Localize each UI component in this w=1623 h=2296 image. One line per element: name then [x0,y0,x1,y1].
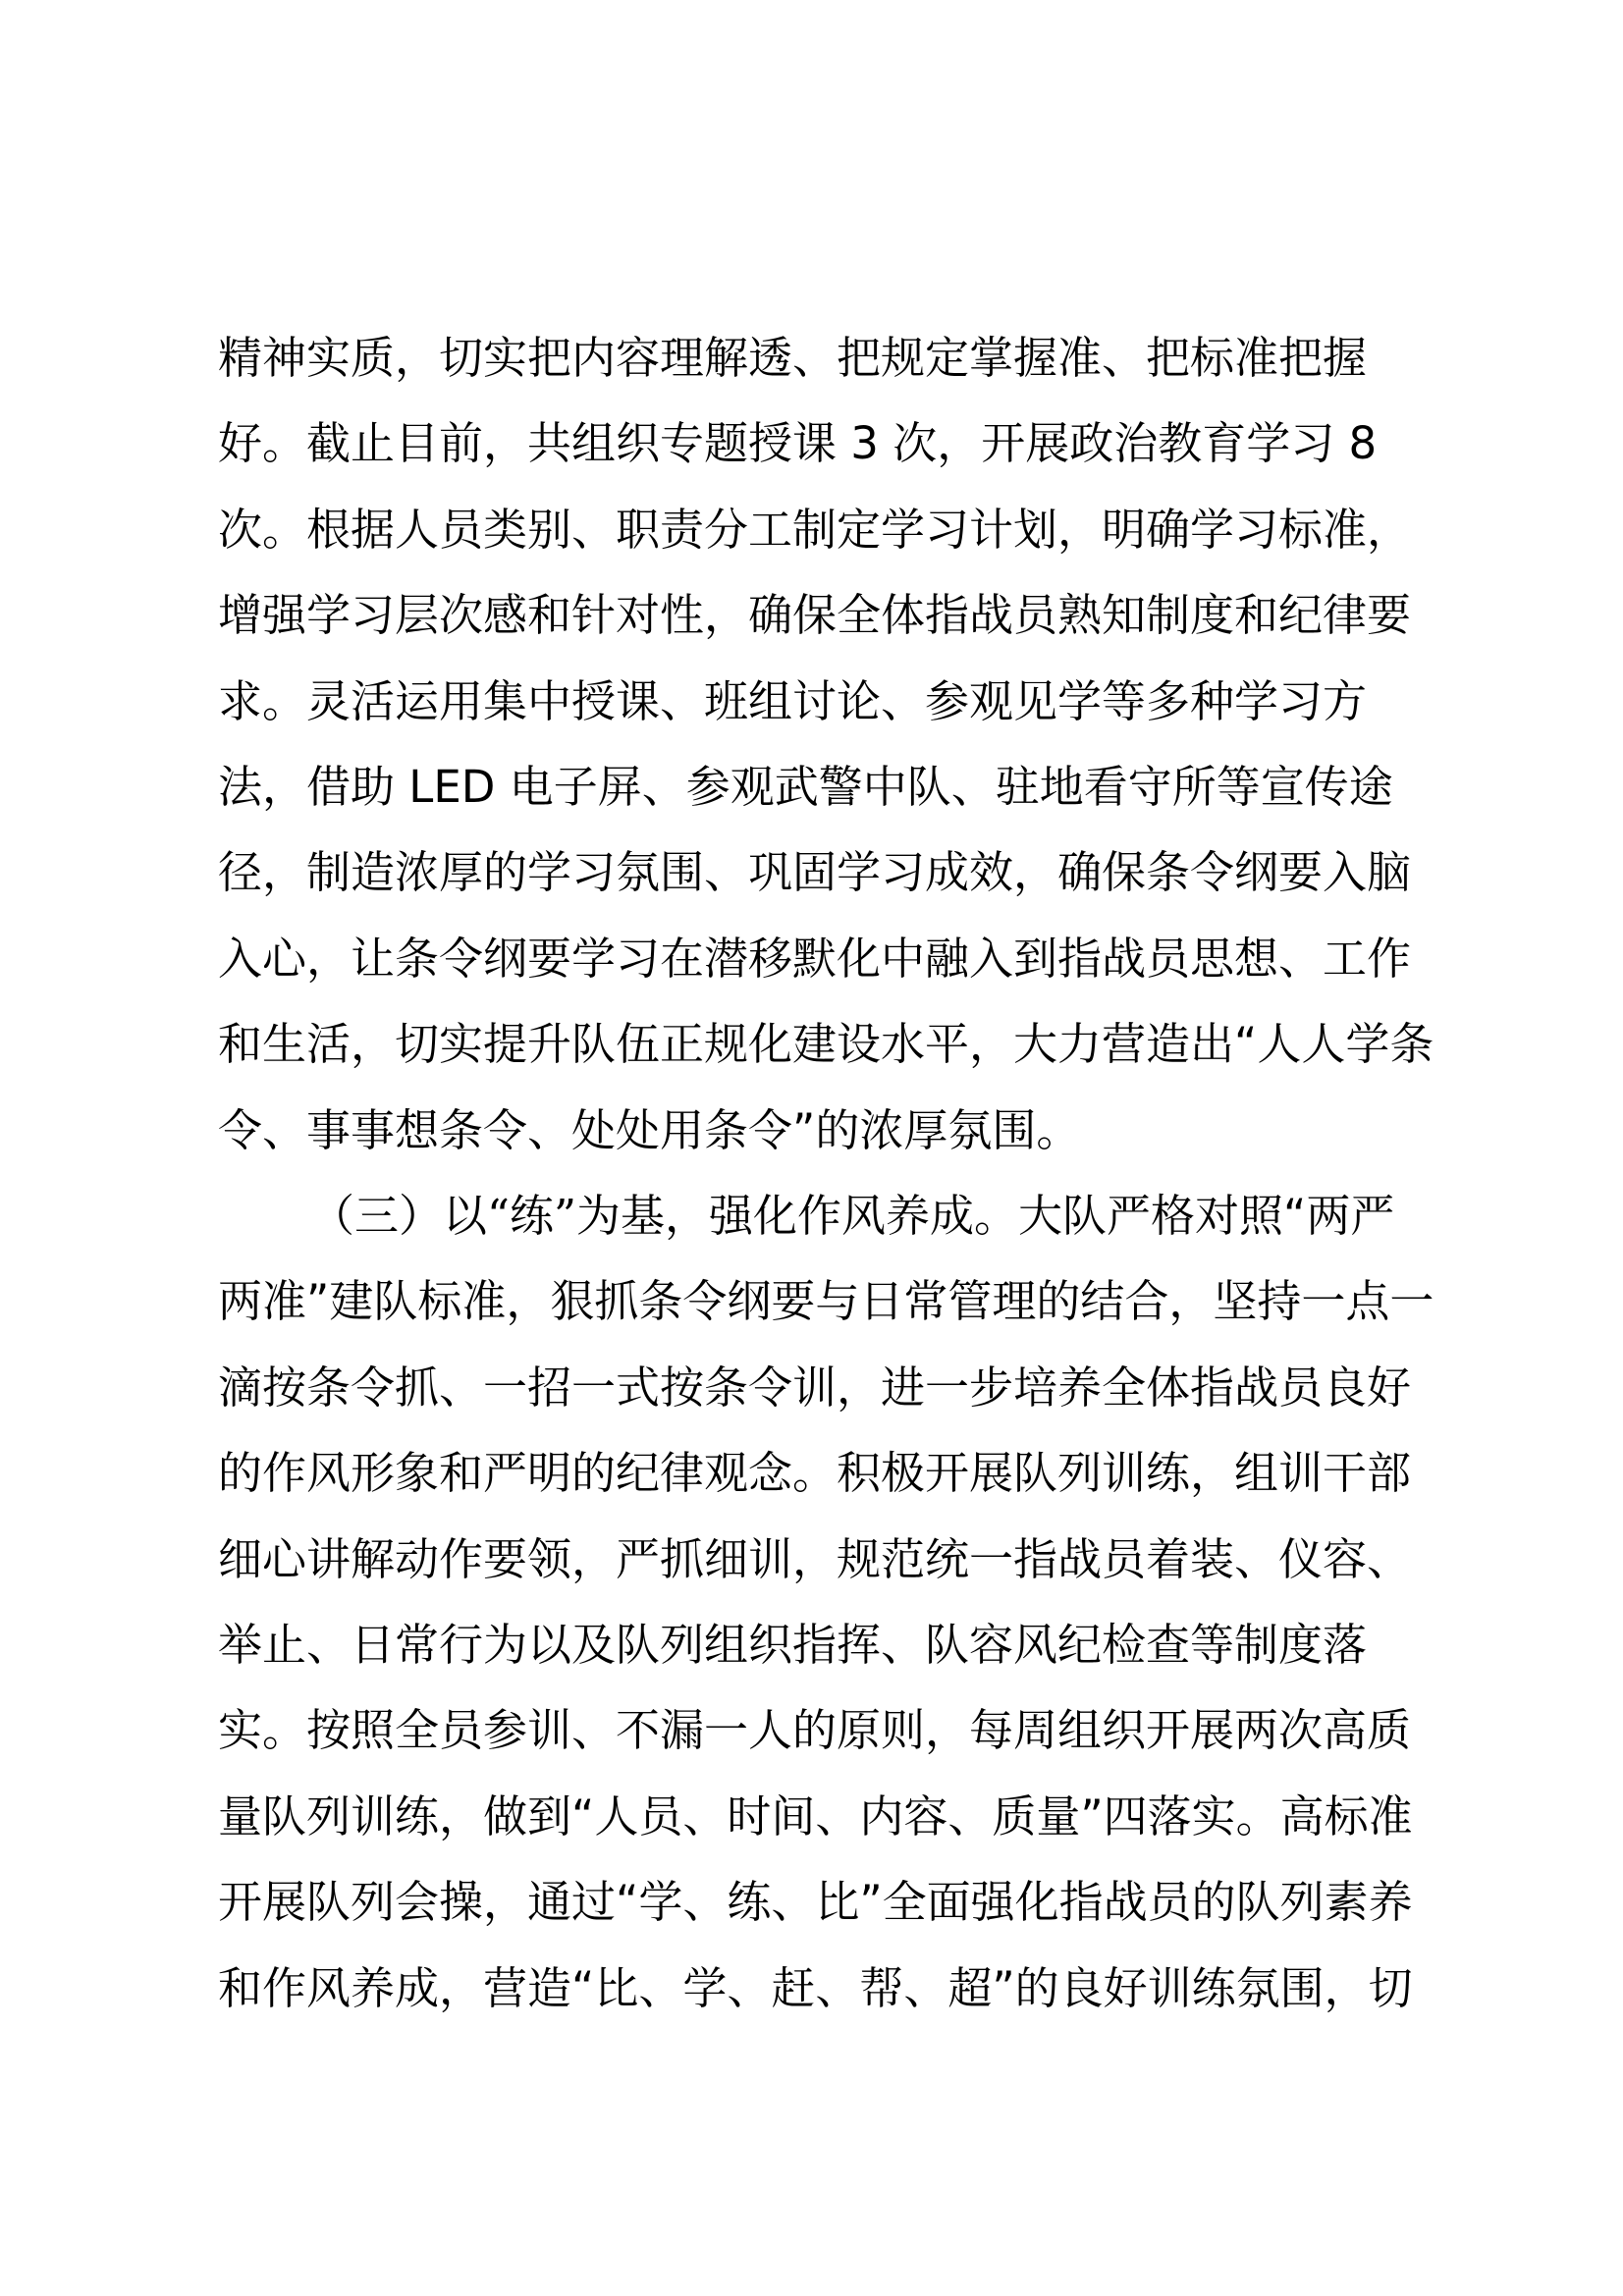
paragraph-line: 和生活，切实提升队伍正规化建设水平，大力营造出“人人学条 [218,1018,1434,1070]
section-first-line [310,1187,1394,1246]
paragraph-line: 法，借助 LED 电子屏、参观武警中队、驻地看守所等宣传途 [218,761,1393,813]
section-first-line-text: 大队严格对照“两严 [1018,1190,1395,1242]
paragraph-line: 径，制造浓厚的学习氛围、巩固学习成效，确保条令纲要入脑 [218,846,1412,898]
paragraph-line: 滴按条令抓、一招一式按条令训，进一步培养全体指战员良好 [218,1362,1412,1414]
paragraph-line: 增强学习层次感和针对性，确保全体指战员熟知制度和纪律要 [218,589,1412,641]
paragraph-line: 的作风形象和严明的纪律观念。积极开展队列训练，组训干部 [218,1447,1412,1499]
section-heading: （三）以“练”为基，强化作风养成。 [310,1190,1019,1242]
paragraph-line: 细心讲解动作要领，严抓细训，规范统一指战员着装、仪容、 [218,1533,1412,1585]
paragraph-line: 实。按照全员参训、不漏一人的原则，每周组织开展两次高质 [218,1704,1412,1756]
paragraph-line: 和作风养成，营造“比、学、赶、帮、超”的良好训练氛围，切 [218,1962,1413,2014]
paragraph-line: 次。根据人员类别、职责分工制定学习计划，明确学习标准， [218,504,1412,556]
paragraph-line: 举止、日常行为以及队列组织指挥、队容风纪检查等制度落 [218,1619,1368,1671]
paragraph-line: 入心，让条令纲要学习在潜移默化中融入到指战员思想、工作 [218,933,1412,985]
paragraph-line: 量队列训练，做到“人员、时间、内容、质量”四落实。高标准 [218,1790,1413,1842]
paragraph-line: 精神实质，切实把内容理解透、把规定掌握准、把标准把握 [218,332,1368,384]
paragraph-line: 开展队列会操，通过“学、练、比”全面强化指战员的队列素养 [218,1876,1413,1928]
paragraph-line: 两准”建队标准，狠抓条令纲要与日常管理的结合，坚持一点一 [218,1275,1434,1327]
paragraph-line: 令、事事想条令、处处用条令”的浓厚氛围。 [218,1104,1081,1156]
paragraph-line: 好。截止目前，共组织专题授课 3 次，开展政治教育学习 8 [218,417,1378,469]
paragraph-line: 求。灵活运用集中授课、班组讨论、参观见学等多种学习方 [218,675,1368,727]
